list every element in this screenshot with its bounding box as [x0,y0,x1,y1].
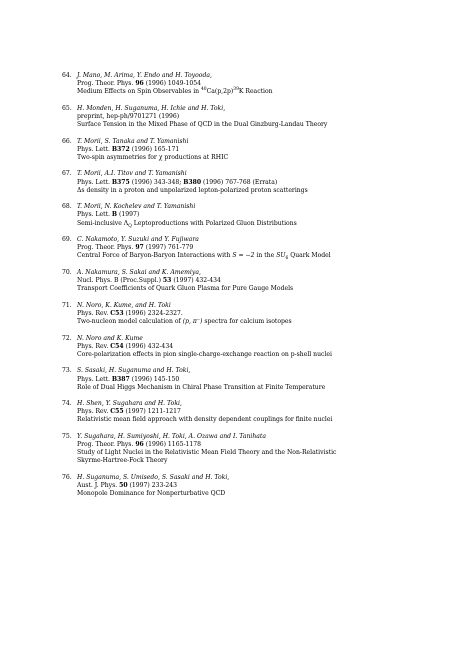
reference-item [62,170,462,194]
mass-number: 39 [233,87,239,93]
year-pages: (1996) 1049-1054 [145,80,202,88]
math-expression: SU [276,252,286,260]
reference-item [62,105,462,129]
reference-number: 70. [62,268,72,276]
reference-number: 65. [62,104,72,112]
math-expression: S = −2 [232,252,255,260]
reference-citation [77,179,462,187]
reference-authors: N. Noro, K. Kume, and H. Toki [77,301,171,309]
year-pages: (1996) 432-434 [125,342,174,350]
subscript: 6 [285,256,289,262]
reference-title: Study of Light Nuclei in the Relativistic Mean Field Theory and the Non-Relativistic [77,449,337,457]
mass-number: 40 [201,87,207,93]
volume: B [111,211,118,219]
reference-title: Role of Dual Higgs Mechanism in Chiral Phase Transition at Finite Temperature [77,383,326,391]
reference-title: Transport Coefficients of Quark Gluon Plasma for Pure Gauge Models [77,285,294,293]
reference-item [62,433,462,465]
year-pages: (1996) 165-171 [131,145,180,153]
subscript: Q [128,223,132,229]
reference-item [62,335,462,359]
title-text: Semi-inclusive Λ [77,219,129,227]
journal-name: Prog. Theor. Phys. [77,80,134,88]
year-pages: (1997) 432-434 [173,277,221,285]
title-text: Ca(p,2p) [206,88,234,96]
volume: B380 [183,178,202,186]
reference-citation [77,376,462,384]
reference-citation [77,146,462,154]
reference-citation [77,408,462,416]
volume: B372 [111,145,130,153]
journal-name: Aust. J. Phys. [77,482,118,490]
reference-authors: H. Suganuma, S. Umisedo, S. Sasaki and H. Toki, [77,474,230,482]
year-pages: (1996) 145-150 [131,375,180,383]
reference-title [77,318,462,326]
year-pages: (1996) 1165-1178 [145,441,202,449]
reference-authors: C. Nakamoto, Y. Suzuki and Y. Fujiwara [77,236,199,244]
reference-title: Δs density in a proton and unpolarized lepton-polarized proton scatterings [77,186,308,194]
reference-item [62,302,462,326]
reference-item [62,269,462,293]
volume: 96 [135,80,144,88]
reference-citation [77,277,462,285]
reference-item [62,203,462,227]
reference-authors: T. Morii, S. Tanaka and T. Yamanishi [77,137,189,145]
reference-citation [77,343,462,351]
reference-number: 74. [62,400,72,408]
reference-citation [77,211,462,219]
journal-name: Prog. Theor. Phys. [77,441,134,449]
reference-number: 72. [62,334,72,342]
reference-authors: T. Morii, N. Kochelev and T. Yamanishi [77,203,196,211]
reference-number: 66. [62,137,72,145]
volume: C53 [110,309,124,317]
reference-citation [77,244,462,252]
title-text: K Reaction [238,88,273,96]
volume: 96 [135,441,144,449]
year-pages: (1997) 1211-1217 [125,408,181,416]
reference-authors: T. Morii, A.I. Titov and T. Yamanishi [77,170,187,178]
reference-title: Surface Tension in the Mixed Phase of QCD in the Dual Ginzburg-Landau Theory [77,121,328,129]
reference-title: Monopole Dominance for Nonperturbative QCD [77,490,226,498]
reference-number: 64. [62,72,72,79]
reference-citation [77,80,462,88]
volume: 53 [162,277,172,285]
reference-title [77,252,462,260]
journal-name: Phys. Rev. [77,309,109,317]
reference-number: 76. [62,474,72,482]
reference-item [62,236,462,260]
reference-authors: H. Shen, Y. Sugahara and H. Toki, [77,400,182,408]
reference-number: 68. [62,203,72,211]
journal-name: Phys. Lett. [77,375,110,383]
reference-authors: A. Nakamura, S. Sakai and K. Amemiya, [77,268,201,276]
reference-authors: S. Sasaki, H. Suganuma and H. Toki, [77,367,191,375]
title-text: Quark Model [288,252,331,260]
volume: B387 [111,375,130,383]
reference-number: 67. [62,170,72,178]
journal-name: Phys. Rev. [77,408,109,416]
title-text: Medium Effects on Spin Observables in [77,88,202,96]
volume: 50 [119,482,128,490]
reference-item [62,474,462,498]
reference-item [62,72,462,96]
reference-citation [77,310,462,318]
year-pages: (1997) 233-243 [129,482,178,490]
year-pages: (1996) 2324-2327. [125,309,183,317]
title-text: Central Force of Baryon-Baryon Interactions with [77,252,233,260]
math-expression: (p, π⁻) [182,317,203,325]
reference-title: Two-spin asymmetries for χ productions at RHIC [77,153,229,161]
reference-number: 73. [62,367,72,375]
reference-item [62,367,462,391]
journal-name: Phys. Lett. [77,145,110,153]
reference-authors: Y. Sugahara, H. Sumiyoshi, H. Toki, A. Ozawa and I. Tanihata [77,433,266,441]
title-text: Two-nucleon model calculation of [77,317,183,325]
reference-authors: H. Monden, H. Suganuma, H. Ichie and H. Toki, [77,104,226,112]
reference-authors: J. Mano, M. Arima, Y. Endo and H. Toyooda, [77,72,212,79]
volume: 97 [135,244,144,252]
reference-authors: N. Noro and K. Kume [77,334,143,342]
reference-title [77,220,462,228]
title-text: in the [254,252,277,260]
journal-name: Phys. Rev. [77,342,109,350]
reference-number: 69. [62,236,72,244]
title-text: spectra for calcium isotopes [202,317,292,325]
volume: C54 [110,342,124,350]
journal-name: Nucl. Phys. B (Proc.Suppl.) [77,277,161,285]
reference-title: Core-polarization effects in pion single-charge-exchange reaction on p-shell nuclei [77,350,332,358]
reference-citation [77,441,462,449]
year-pages: (1997) 761-779 [145,244,194,252]
journal-name: Phys. Lett. [77,178,110,186]
title-text: Leptoproductions with Polarized Gluon Distributions [131,219,297,227]
reference-title-continued: Skyrme-Hartree-Fock Theory [77,457,168,465]
reference-item [62,138,462,162]
year-pages: (1996) 343-348; [131,178,184,186]
reference-title: Relativistic mean field approach with density dependent couplings for finite nuclei [77,416,333,424]
journal-name: Prog. Theor. Phys. [77,244,134,252]
reference-citation [77,482,462,490]
reference-title [77,88,462,96]
reference-number: 71. [62,301,72,309]
reference-item [62,400,462,424]
volume: C55 [110,408,124,416]
year-pages: (1997) [119,211,140,219]
reference-source: preprint, hep-ph/9701271 (1996) [77,112,180,120]
volume: B375 [111,178,130,186]
journal-name: Phys. Lett. [77,211,110,219]
year-pages: (1996) 767-768 (Errata) [201,178,278,186]
reference-list [62,72,462,507]
reference-number: 75. [62,433,72,441]
